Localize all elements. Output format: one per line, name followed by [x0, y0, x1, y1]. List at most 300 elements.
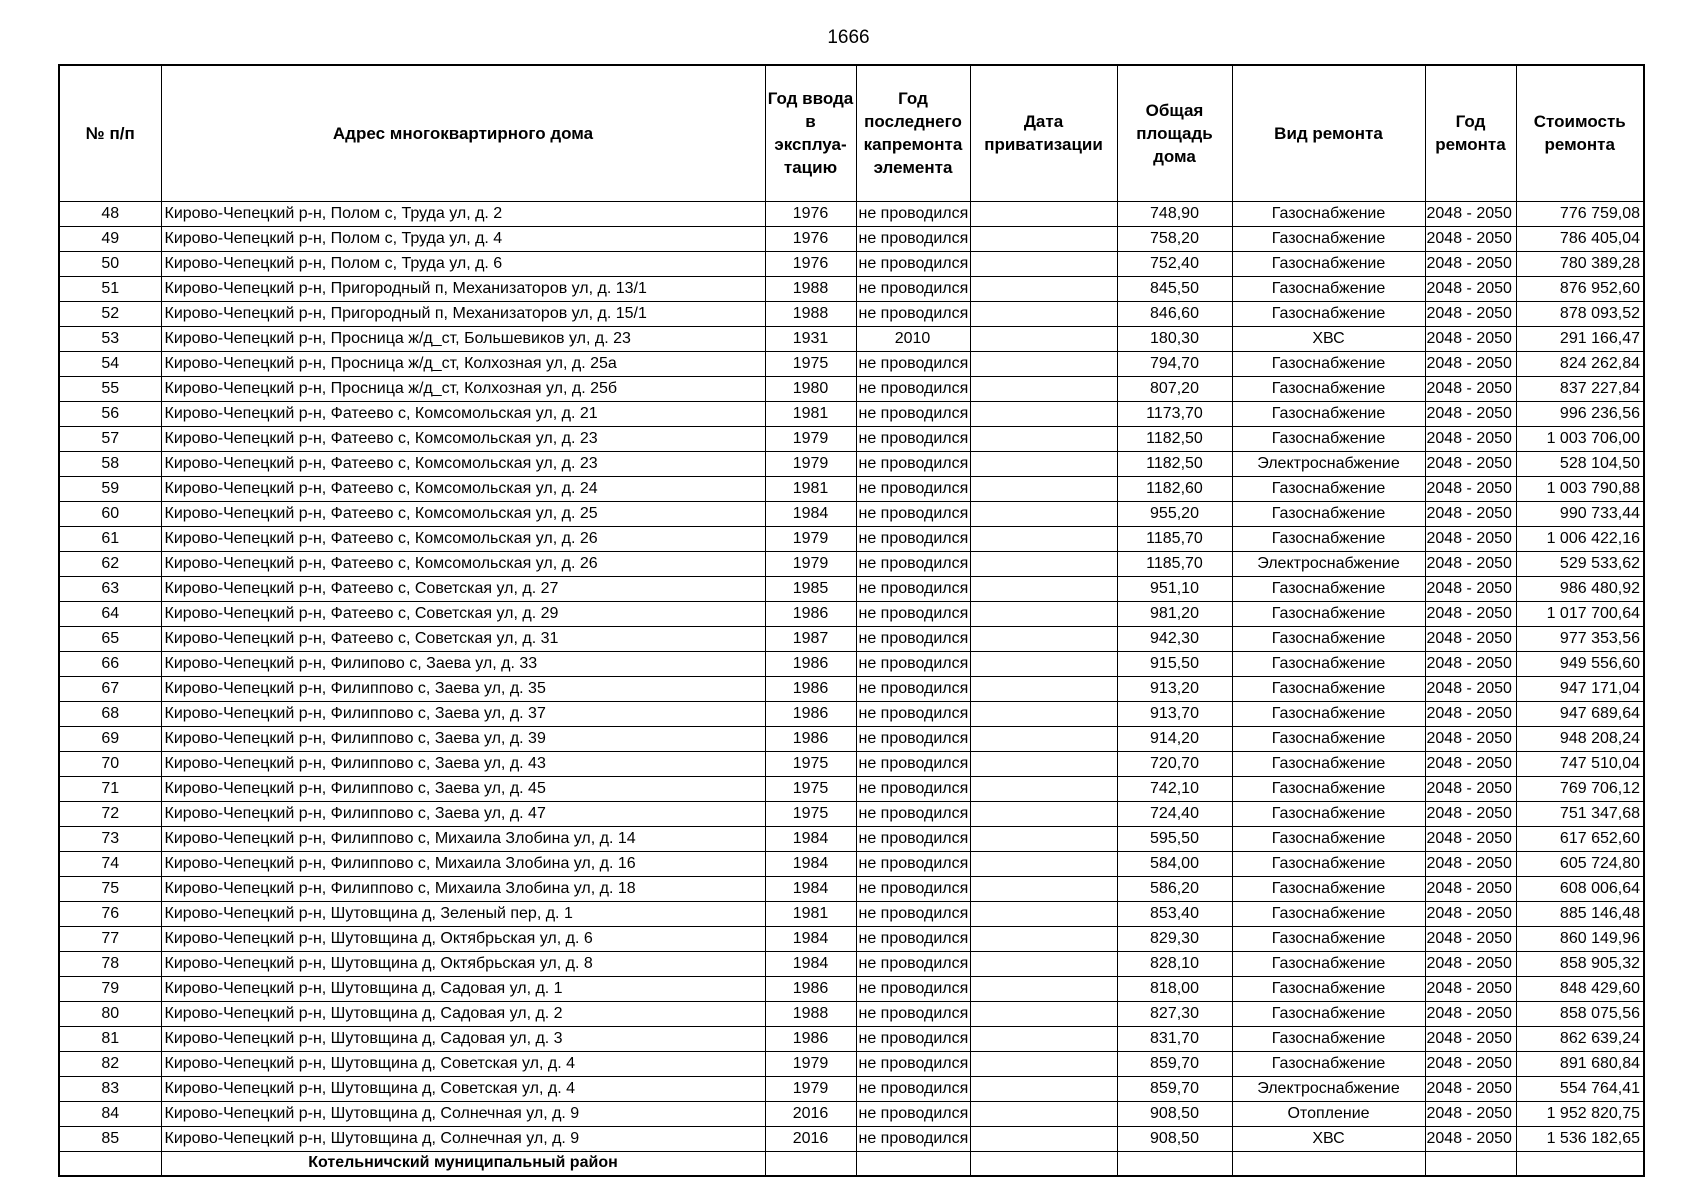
row-last-repair: не проводился — [856, 851, 970, 876]
row-last-repair: не проводился — [856, 926, 970, 951]
row-num: 68 — [59, 701, 161, 726]
row-commission-year: 1976 — [765, 251, 856, 276]
row-repair-type: Электроснабжение — [1232, 451, 1425, 476]
row-last-repair: не проводился — [856, 651, 970, 676]
row-last-repair: не проводился — [856, 801, 970, 826]
header-repair-type: Вид ремонта — [1232, 65, 1425, 201]
row-total-area: 584,00 — [1117, 851, 1232, 876]
row-last-repair: не проводился — [856, 526, 970, 551]
row-commission-year: 1986 — [765, 976, 856, 1001]
row-num: 85 — [59, 1126, 161, 1151]
table-row — [59, 1126, 1644, 1151]
row-commission-year: 1979 — [765, 451, 856, 476]
row-repair-cost: 824 262,84 — [1516, 351, 1644, 376]
row-repair-period: 2048 - 2050 — [1425, 626, 1516, 651]
row-address: Кирово-Чепецкий р-н, Фатеево с, Комсомольская ул, д. 26 — [161, 526, 765, 551]
row-commission-year: 1981 — [765, 901, 856, 926]
row-address: Кирово-Чепецкий р-н, Фатеево с, Комсомольская ул, д. 26 — [161, 551, 765, 576]
row-last-repair: не проводился — [856, 351, 970, 376]
row-repair-type: Газоснабжение — [1232, 851, 1425, 876]
table-row — [59, 301, 1644, 326]
row-last-repair: не проводился — [856, 476, 970, 501]
row-repair-period: 2048 - 2050 — [1425, 901, 1516, 926]
row-repair-cost: 1 003 706,00 — [1516, 426, 1644, 451]
row-privatization-date — [970, 451, 1117, 476]
row-total-area: 908,50 — [1117, 1126, 1232, 1151]
row-repair-period: 2048 - 2050 — [1425, 1026, 1516, 1051]
row-commission-year: 1984 — [765, 876, 856, 901]
row-total-area: 818,00 — [1117, 976, 1232, 1001]
row-num: 73 — [59, 826, 161, 851]
row-total-area: 859,70 — [1117, 1051, 1232, 1076]
table-row — [59, 1051, 1644, 1076]
row-address: Кирово-Чепецкий р-н, Шутовщина д, Садовая ул, д. 2 — [161, 1001, 765, 1026]
table-row — [59, 1101, 1644, 1126]
row-privatization-date — [970, 951, 1117, 976]
row-num: 49 — [59, 226, 161, 251]
row-repair-period: 2048 - 2050 — [1425, 301, 1516, 326]
row-repair-period: 2048 - 2050 — [1425, 751, 1516, 776]
header-repair-period: Год ремонта — [1425, 65, 1516, 201]
row-repair-type: Газоснабжение — [1232, 351, 1425, 376]
table-row — [59, 1076, 1644, 1101]
row-commission-year: 2016 — [765, 1126, 856, 1151]
row-last-repair: не проводился — [856, 451, 970, 476]
row-privatization-date — [970, 251, 1117, 276]
district-cell-last — [856, 1151, 970, 1176]
row-address: Кирово-Чепецкий р-н, Шутовщина д, Солнечная ул, д. 9 — [161, 1126, 765, 1151]
row-repair-type: Газоснабжение — [1232, 526, 1425, 551]
row-privatization-date — [970, 901, 1117, 926]
row-num: 48 — [59, 201, 161, 226]
table-row — [59, 676, 1644, 701]
row-num: 52 — [59, 301, 161, 326]
row-repair-cost: 529 533,62 — [1516, 551, 1644, 576]
row-last-repair: не проводился — [856, 501, 970, 526]
row-privatization-date — [970, 551, 1117, 576]
table-row — [59, 226, 1644, 251]
row-repair-period: 2048 - 2050 — [1425, 476, 1516, 501]
row-repair-period: 2048 - 2050 — [1425, 801, 1516, 826]
row-num: 78 — [59, 951, 161, 976]
row-commission-year: 1931 — [765, 326, 856, 351]
row-last-repair: не проводился — [856, 726, 970, 751]
row-repair-period: 2048 - 2050 — [1425, 376, 1516, 401]
row-address: Кирово-Чепецкий р-н, Шутовщина д, Советская ул, д. 4 — [161, 1051, 765, 1076]
table-body — [59, 201, 1644, 1176]
row-total-area: 586,20 — [1117, 876, 1232, 901]
row-total-area: 955,20 — [1117, 501, 1232, 526]
row-num: 70 — [59, 751, 161, 776]
row-repair-period: 2048 - 2050 — [1425, 551, 1516, 576]
row-repair-period: 2048 - 2050 — [1425, 726, 1516, 751]
row-total-area: 828,10 — [1117, 951, 1232, 976]
row-address: Кирово-Чепецкий р-н, Филиппово с, Заева ул, д. 43 — [161, 751, 765, 776]
row-num: 80 — [59, 1001, 161, 1026]
row-privatization-date — [970, 1026, 1117, 1051]
row-commission-year: 1987 — [765, 626, 856, 651]
row-repair-period: 2048 - 2050 — [1425, 201, 1516, 226]
row-total-area: 1185,70 — [1117, 526, 1232, 551]
district-cell-num — [59, 1151, 161, 1176]
row-repair-period: 2048 - 2050 — [1425, 1126, 1516, 1151]
row-repair-cost: 1 006 422,16 — [1516, 526, 1644, 551]
row-privatization-date — [970, 201, 1117, 226]
table-row — [59, 351, 1644, 376]
row-repair-period: 2048 - 2050 — [1425, 876, 1516, 901]
row-last-repair: не проводился — [856, 576, 970, 601]
row-commission-year: 1984 — [765, 951, 856, 976]
row-repair-type: Газоснабжение — [1232, 301, 1425, 326]
table-row — [59, 426, 1644, 451]
row-address: Кирово-Чепецкий р-н, Фатеево с, Комсомольская ул, д. 25 — [161, 501, 765, 526]
row-total-area: 859,70 — [1117, 1076, 1232, 1101]
row-privatization-date — [970, 301, 1117, 326]
row-last-repair: не проводился — [856, 376, 970, 401]
row-last-repair: не проводился — [856, 876, 970, 901]
row-total-area: 794,70 — [1117, 351, 1232, 376]
row-commission-year: 1984 — [765, 851, 856, 876]
row-address: Кирово-Чепецкий р-н, Полом с, Труда ул, д. 4 — [161, 226, 765, 251]
district-cell-cost — [1516, 1151, 1644, 1176]
row-repair-period: 2048 - 2050 — [1425, 401, 1516, 426]
table-row — [59, 251, 1644, 276]
row-privatization-date — [970, 701, 1117, 726]
row-repair-cost: 862 639,24 — [1516, 1026, 1644, 1051]
row-commission-year: 1986 — [765, 726, 856, 751]
row-last-repair: не проводился — [856, 1001, 970, 1026]
row-last-repair: не проводился — [856, 1051, 970, 1076]
row-repair-period: 2048 - 2050 — [1425, 226, 1516, 251]
row-total-area: 846,60 — [1117, 301, 1232, 326]
row-repair-cost: 947 171,04 — [1516, 676, 1644, 701]
row-address: Кирово-Чепецкий р-н, Фатеево с, Комсомольская ул, д. 23 — [161, 426, 765, 451]
row-last-repair: не проводился — [856, 551, 970, 576]
row-num: 72 — [59, 801, 161, 826]
row-repair-cost: 837 227,84 — [1516, 376, 1644, 401]
row-repair-cost: 608 006,64 — [1516, 876, 1644, 901]
row-num: 61 — [59, 526, 161, 551]
row-repair-period: 2048 - 2050 — [1425, 776, 1516, 801]
row-repair-cost: 1 017 700,64 — [1516, 601, 1644, 626]
table-row — [59, 651, 1644, 676]
row-repair-period: 2048 - 2050 — [1425, 1001, 1516, 1026]
row-total-area: 758,20 — [1117, 226, 1232, 251]
row-privatization-date — [970, 226, 1117, 251]
row-last-repair: не проводился — [856, 951, 970, 976]
row-address: Кирово-Чепецкий р-н, Филиппово с, Заева ул, д. 37 — [161, 701, 765, 726]
row-repair-cost: 885 146,48 — [1516, 901, 1644, 926]
table-row — [59, 501, 1644, 526]
row-last-repair: не проводился — [856, 1126, 970, 1151]
row-repair-type: Газоснабжение — [1232, 426, 1425, 451]
header-last-repair: Год последнего капремонта элемента — [856, 65, 970, 201]
row-commission-year: 1984 — [765, 501, 856, 526]
table-row — [59, 526, 1644, 551]
row-repair-period: 2048 - 2050 — [1425, 1076, 1516, 1101]
table-row — [59, 726, 1644, 751]
row-repair-period: 2048 - 2050 — [1425, 976, 1516, 1001]
row-repair-cost: 878 093,52 — [1516, 301, 1644, 326]
row-repair-period: 2048 - 2050 — [1425, 926, 1516, 951]
row-last-repair: не проводился — [856, 601, 970, 626]
row-repair-type: Газоснабжение — [1232, 901, 1425, 926]
table-row — [59, 376, 1644, 401]
row-repair-period: 2048 - 2050 — [1425, 601, 1516, 626]
row-privatization-date — [970, 801, 1117, 826]
table-row — [59, 701, 1644, 726]
repair-table — [58, 64, 1645, 1177]
row-commission-year: 1985 — [765, 576, 856, 601]
row-privatization-date — [970, 776, 1117, 801]
row-last-repair: не проводился — [856, 301, 970, 326]
row-privatization-date — [970, 926, 1117, 951]
row-total-area: 807,20 — [1117, 376, 1232, 401]
table-row — [59, 876, 1644, 901]
row-privatization-date — [970, 351, 1117, 376]
row-last-repair: не проводился — [856, 1026, 970, 1051]
row-privatization-date — [970, 751, 1117, 776]
row-address: Кирово-Чепецкий р-н, Филиппово с, Заева ул, д. 47 — [161, 801, 765, 826]
table-row — [59, 326, 1644, 351]
row-total-area: 742,10 — [1117, 776, 1232, 801]
row-address: Кирово-Чепецкий р-н, Фатеево с, Комсомольская ул, д. 24 — [161, 476, 765, 501]
row-last-repair: не проводился — [856, 401, 970, 426]
district-cell-area — [1117, 1151, 1232, 1176]
row-repair-cost: 947 689,64 — [1516, 701, 1644, 726]
row-address: Кирово-Чепецкий р-н, Фатеево с, Советская ул, д. 29 — [161, 601, 765, 626]
row-commission-year: 1976 — [765, 226, 856, 251]
row-repair-period: 2048 - 2050 — [1425, 826, 1516, 851]
row-repair-cost: 786 405,04 — [1516, 226, 1644, 251]
table-row — [59, 751, 1644, 776]
row-address: Кирово-Чепецкий р-н, Фатеево с, Советская ул, д. 31 — [161, 626, 765, 651]
district-cell-period — [1425, 1151, 1516, 1176]
row-total-area: 981,20 — [1117, 601, 1232, 626]
row-num: 54 — [59, 351, 161, 376]
row-repair-cost: 528 104,50 — [1516, 451, 1644, 476]
row-total-area: 845,50 — [1117, 276, 1232, 301]
row-last-repair: не проводился — [856, 701, 970, 726]
row-total-area: 720,70 — [1117, 751, 1232, 776]
row-commission-year: 1988 — [765, 301, 856, 326]
row-privatization-date — [970, 651, 1117, 676]
row-num: 64 — [59, 601, 161, 626]
table-row — [59, 826, 1644, 851]
row-address: Кирово-Чепецкий р-н, Полом с, Труда ул, д. 6 — [161, 251, 765, 276]
row-repair-cost: 291 166,47 — [1516, 326, 1644, 351]
row-privatization-date — [970, 276, 1117, 301]
row-address: Кирово-Чепецкий р-н, Шутовщина д, Советская ул, д. 4 — [161, 1076, 765, 1101]
row-privatization-date — [970, 1001, 1117, 1026]
row-repair-cost: 1 536 182,65 — [1516, 1126, 1644, 1151]
table-header-row — [59, 65, 1644, 201]
row-total-area: 595,50 — [1117, 826, 1232, 851]
row-privatization-date — [970, 976, 1117, 1001]
row-commission-year: 1979 — [765, 1076, 856, 1101]
row-repair-type: Газоснабжение — [1232, 951, 1425, 976]
table-row — [59, 201, 1644, 226]
row-commission-year: 1986 — [765, 651, 856, 676]
row-total-area: 853,40 — [1117, 901, 1232, 926]
row-repair-type: Газоснабжение — [1232, 801, 1425, 826]
row-commission-year: 1984 — [765, 926, 856, 951]
row-address: Кирово-Чепецкий р-н, Шутовщина д, Солнечная ул, д. 9 — [161, 1101, 765, 1126]
row-num: 71 — [59, 776, 161, 801]
row-last-repair: не проводился — [856, 751, 970, 776]
district-row — [59, 1151, 1644, 1176]
row-repair-cost: 776 759,08 — [1516, 201, 1644, 226]
row-total-area: 1182,60 — [1117, 476, 1232, 501]
row-repair-period: 2048 - 2050 — [1425, 851, 1516, 876]
row-commission-year: 1986 — [765, 1026, 856, 1051]
row-num: 75 — [59, 876, 161, 901]
row-num: 60 — [59, 501, 161, 526]
row-repair-cost: 996 236,56 — [1516, 401, 1644, 426]
row-repair-cost: 617 652,60 — [1516, 826, 1644, 851]
row-num: 56 — [59, 401, 161, 426]
district-cell-priv — [970, 1151, 1117, 1176]
row-address: Кирово-Чепецкий р-н, Пригородный п, Механизаторов ул, д. 15/1 — [161, 301, 765, 326]
row-repair-type: Газоснабжение — [1232, 976, 1425, 1001]
row-privatization-date — [970, 1076, 1117, 1101]
row-privatization-date — [970, 1126, 1117, 1151]
row-num: 51 — [59, 276, 161, 301]
row-address: Кирово-Чепецкий р-н, Фатеево с, Комсомольская ул, д. 21 — [161, 401, 765, 426]
district-name: Котельничский муниципальный район — [161, 1151, 765, 1176]
row-repair-cost: 858 075,56 — [1516, 1001, 1644, 1026]
row-commission-year: 1981 — [765, 401, 856, 426]
row-last-repair: не проводился — [856, 901, 970, 926]
table-row — [59, 801, 1644, 826]
row-commission-year: 1986 — [765, 701, 856, 726]
row-last-repair: не проводился — [856, 226, 970, 251]
table-row — [59, 401, 1644, 426]
row-num: 77 — [59, 926, 161, 951]
row-repair-type: Газоснабжение — [1232, 276, 1425, 301]
table-row — [59, 601, 1644, 626]
row-address: Кирово-Чепецкий р-н, Филиппово с, Заева ул, д. 45 — [161, 776, 765, 801]
table-row — [59, 976, 1644, 1001]
row-total-area: 1173,70 — [1117, 401, 1232, 426]
row-repair-type: Газоснабжение — [1232, 1026, 1425, 1051]
row-repair-type: Газоснабжение — [1232, 726, 1425, 751]
row-repair-type: ХВС — [1232, 1126, 1425, 1151]
row-repair-period: 2048 - 2050 — [1425, 426, 1516, 451]
row-repair-period: 2048 - 2050 — [1425, 651, 1516, 676]
row-num: 57 — [59, 426, 161, 451]
row-repair-period: 2048 - 2050 — [1425, 701, 1516, 726]
row-repair-cost: 948 208,24 — [1516, 726, 1644, 751]
row-address: Кирово-Чепецкий р-н, Филиппово с, Михаила Злобина ул, д. 18 — [161, 876, 765, 901]
row-repair-type: Газоснабжение — [1232, 201, 1425, 226]
row-privatization-date — [970, 851, 1117, 876]
row-address: Кирово-Чепецкий р-н, Филиппово с, Заева ул, д. 39 — [161, 726, 765, 751]
row-num: 58 — [59, 451, 161, 476]
row-commission-year: 1979 — [765, 526, 856, 551]
row-repair-type: Газоснабжение — [1232, 751, 1425, 776]
row-repair-type: Газоснабжение — [1232, 926, 1425, 951]
row-commission-year: 2016 — [765, 1101, 856, 1126]
row-total-area: 908,50 — [1117, 1101, 1232, 1126]
table-row — [59, 901, 1644, 926]
row-repair-period: 2048 - 2050 — [1425, 451, 1516, 476]
row-commission-year: 1988 — [765, 276, 856, 301]
row-commission-year: 1980 — [765, 376, 856, 401]
row-commission-year: 1975 — [765, 751, 856, 776]
row-repair-type: Газоснабжение — [1232, 401, 1425, 426]
row-repair-cost: 1 003 790,88 — [1516, 476, 1644, 501]
row-address: Кирово-Чепецкий р-н, Просница ж/д_ст, Большевиков ул, д. 23 — [161, 326, 765, 351]
row-commission-year: 1986 — [765, 601, 856, 626]
row-repair-cost: 891 680,84 — [1516, 1051, 1644, 1076]
row-privatization-date — [970, 626, 1117, 651]
row-total-area: 724,40 — [1117, 801, 1232, 826]
row-total-area: 752,40 — [1117, 251, 1232, 276]
row-last-repair: не проводился — [856, 826, 970, 851]
row-num: 76 — [59, 901, 161, 926]
table-row — [59, 926, 1644, 951]
row-total-area: 942,30 — [1117, 626, 1232, 651]
row-repair-period: 2048 - 2050 — [1425, 351, 1516, 376]
row-repair-period: 2048 - 2050 — [1425, 576, 1516, 601]
row-address: Кирово-Чепецкий р-н, Шутовщина д, Зеленый пер, д. 1 — [161, 901, 765, 926]
row-last-repair: не проводился — [856, 626, 970, 651]
row-privatization-date — [970, 376, 1117, 401]
row-repair-type: Газоснабжение — [1232, 776, 1425, 801]
table-row — [59, 951, 1644, 976]
row-repair-type: Газоснабжение — [1232, 601, 1425, 626]
row-privatization-date — [970, 676, 1117, 701]
row-repair-cost: 949 556,60 — [1516, 651, 1644, 676]
row-num: 82 — [59, 1051, 161, 1076]
row-repair-type: Электроснабжение — [1232, 551, 1425, 576]
row-commission-year: 1975 — [765, 776, 856, 801]
row-address: Кирово-Чепецкий р-н, Шутовщина д, Октябрьская ул, д. 6 — [161, 926, 765, 951]
row-commission-year: 1979 — [765, 551, 856, 576]
row-total-area: 1182,50 — [1117, 426, 1232, 451]
row-address: Кирово-Чепецкий р-н, Филиппово с, Заева ул, д. 35 — [161, 676, 765, 701]
header-num: № п/п — [59, 65, 161, 201]
header-repair-cost: Стоимость ремонта — [1516, 65, 1644, 201]
row-repair-period: 2048 - 2050 — [1425, 951, 1516, 976]
row-repair-cost: 769 706,12 — [1516, 776, 1644, 801]
row-repair-period: 2048 - 2050 — [1425, 251, 1516, 276]
row-repair-type: Отопление — [1232, 1101, 1425, 1126]
header-commission-year: Год ввода в эксплуа-тацию — [765, 65, 856, 201]
row-total-area: 915,50 — [1117, 651, 1232, 676]
row-repair-type: Газоснабжение — [1232, 251, 1425, 276]
row-num: 67 — [59, 676, 161, 701]
row-total-area: 829,30 — [1117, 926, 1232, 951]
table-row — [59, 1001, 1644, 1026]
row-commission-year: 1979 — [765, 426, 856, 451]
row-address: Кирово-Чепецкий р-н, Фатеево с, Советская ул, д. 27 — [161, 576, 765, 601]
row-total-area: 913,70 — [1117, 701, 1232, 726]
table-row — [59, 851, 1644, 876]
row-num: 50 — [59, 251, 161, 276]
row-commission-year: 1975 — [765, 801, 856, 826]
row-repair-type: Газоснабжение — [1232, 576, 1425, 601]
row-last-repair: не проводился — [856, 676, 970, 701]
row-privatization-date — [970, 476, 1117, 501]
page-number: 1666 — [827, 27, 870, 48]
row-num: 63 — [59, 576, 161, 601]
row-privatization-date — [970, 526, 1117, 551]
row-repair-type: Газоснабжение — [1232, 1001, 1425, 1026]
row-repair-cost: 747 510,04 — [1516, 751, 1644, 776]
row-address: Кирово-Чепецкий р-н, Просница ж/д_ст, Колхозная ул, д. 25а — [161, 351, 765, 376]
